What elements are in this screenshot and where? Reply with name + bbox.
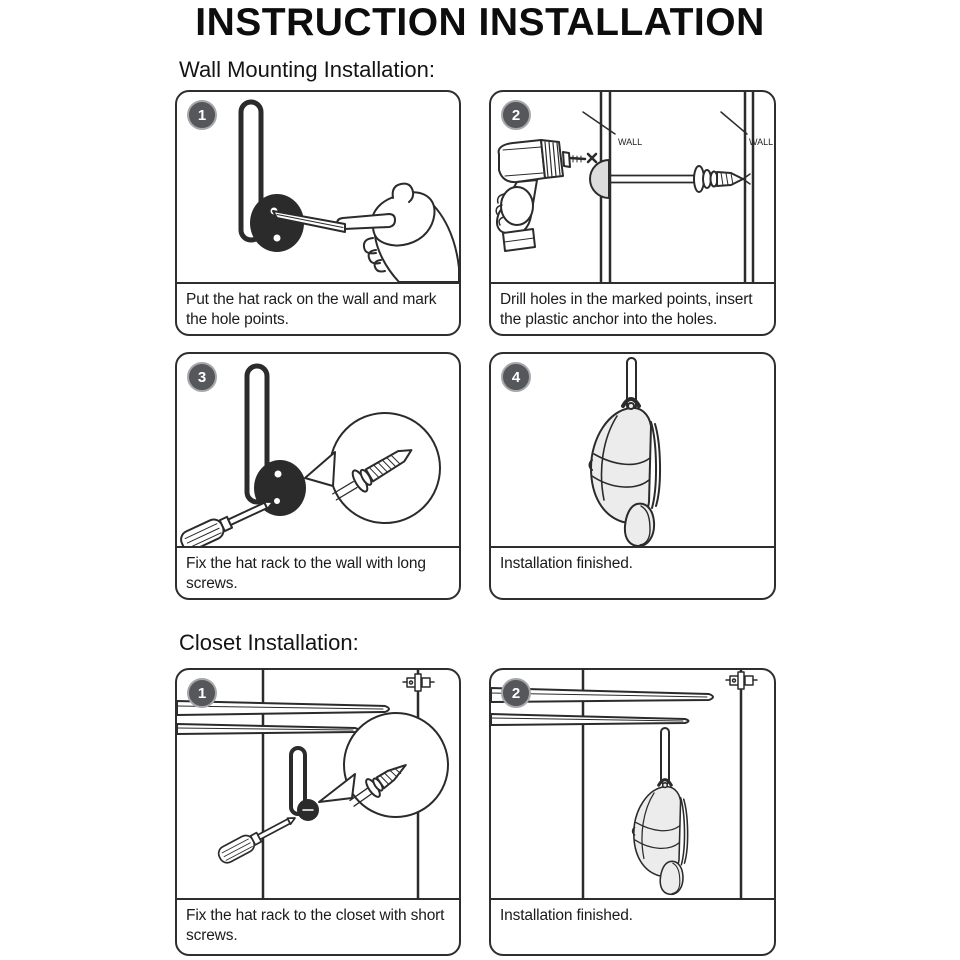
panel-wall-step-1	[175, 90, 461, 336]
wall-plate	[250, 194, 304, 252]
page-title: INSTRUCTION INSTALLATION	[195, 1, 765, 44]
panel-closet-step-1	[175, 668, 461, 956]
magnifier-circle	[344, 713, 448, 817]
panel-wall-step-4	[489, 352, 776, 600]
drill-mark-x	[588, 154, 596, 162]
step-badge: 2	[501, 100, 531, 130]
wall-label: WALL	[618, 137, 643, 147]
illustration-screwdriver-long-screw	[177, 354, 459, 546]
drill-anchor-drawing	[491, 92, 774, 282]
step-badge: 2	[501, 678, 531, 708]
step-caption: Fix the hat rack to the wall with long screws.	[177, 546, 459, 598]
bracket-icon	[403, 674, 434, 691]
panel-closet-step-2	[489, 668, 776, 956]
step-caption: Put the hat rack on the wall and mark the hole points.	[177, 282, 459, 334]
step-caption: Installation finished.	[491, 546, 774, 598]
step-badge: 1	[187, 678, 217, 708]
bracket-icon	[726, 672, 757, 689]
closet-short-screw-drawing	[177, 670, 459, 900]
step-caption: Fix the hat rack to the closet with short screws.	[177, 898, 459, 954]
closet-cap-drawing	[491, 670, 774, 900]
hand-icon	[337, 184, 459, 282]
step-caption: Drill holes in the marked points, insert the plastic anchor into the holes.	[491, 282, 774, 334]
step-badge: 3	[187, 362, 217, 392]
cap-icon	[590, 399, 661, 546]
step-badge: 1	[187, 100, 217, 130]
panel-wall-step-2	[489, 90, 776, 336]
illustration-hat-rack-marking-holes	[177, 92, 459, 282]
plastic-anchor-icon	[590, 160, 750, 198]
illustration-screwdriver-short-screw-closet	[177, 670, 459, 898]
cap-hanging-drawing	[491, 354, 774, 546]
cap-icon	[633, 780, 688, 895]
magnifier-pointer	[305, 452, 335, 486]
magnifier-pointer	[319, 774, 355, 802]
illustration-cap-in-closet	[491, 670, 774, 898]
drill-icon	[496, 140, 596, 251]
mount-knob	[297, 799, 319, 821]
hat-rack-marking-drawing	[177, 92, 459, 282]
illustration-cap-on-wall-rack	[491, 354, 774, 546]
screwdriver-icon	[216, 810, 299, 865]
section-heading-closet: Closet Installation:	[179, 630, 359, 655]
step-caption: Installation finished.	[491, 898, 774, 954]
rack-rod	[661, 728, 669, 784]
wall-label: WALL	[749, 137, 774, 147]
step-badge: 4	[501, 362, 531, 392]
section-heading-wall-mounting: Wall Mounting Installation:	[179, 57, 435, 82]
long-screw-drawing	[177, 354, 459, 546]
wall-pointer-line	[721, 112, 747, 134]
illustration-drill-and-plastic-anchor	[491, 92, 774, 282]
panel-wall-step-3	[175, 352, 461, 600]
